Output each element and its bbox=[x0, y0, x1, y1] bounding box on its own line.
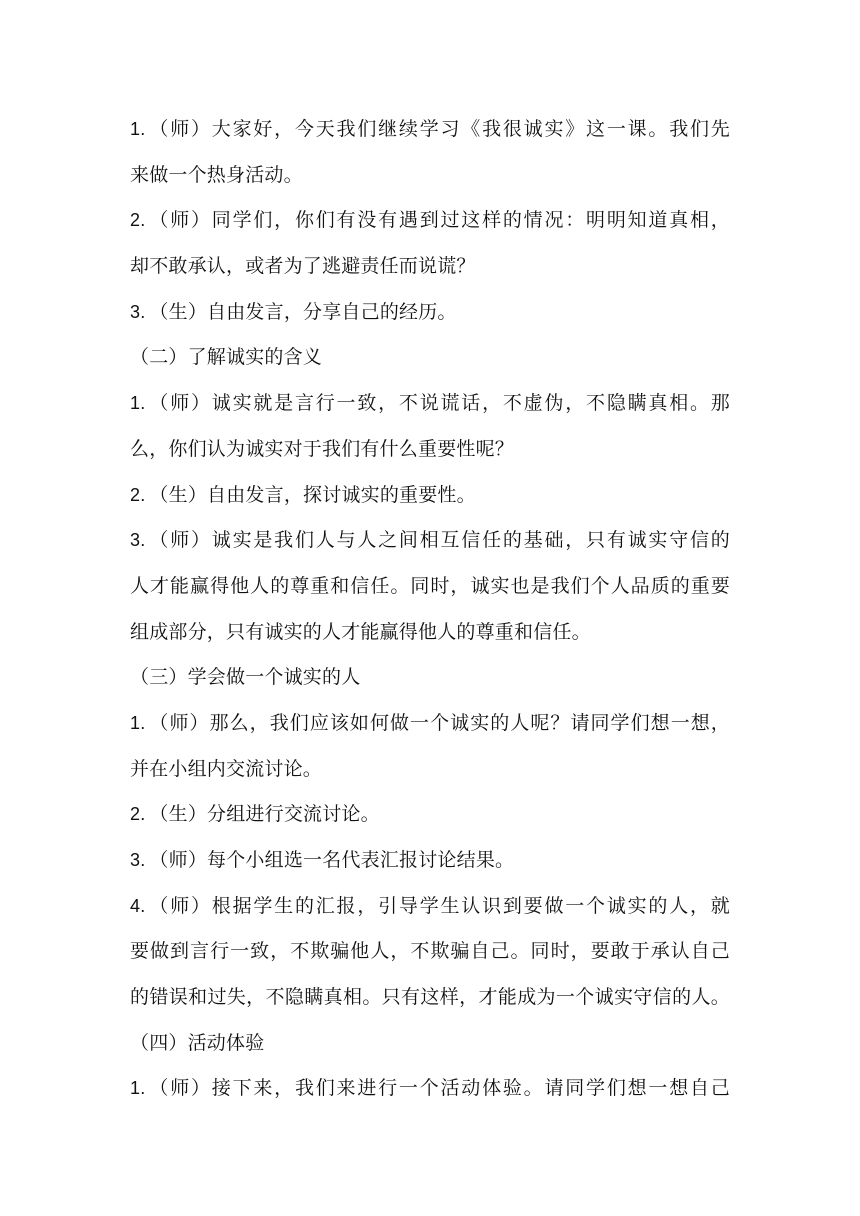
list-item-line bbox=[130, 887, 730, 933]
continuation-line bbox=[130, 750, 730, 796]
list-item-line bbox=[130, 1069, 730, 1115]
item-number: 1. bbox=[130, 712, 146, 733]
item-number: 1. bbox=[130, 119, 146, 139]
line-text: （师）接下来，我们来进行一个活动体验。请同学们想一想自己 bbox=[149, 1077, 730, 1100]
continuation-line bbox=[130, 932, 730, 978]
list-item-line bbox=[130, 476, 730, 522]
section-heading bbox=[130, 1024, 730, 1070]
continuation-line bbox=[130, 247, 730, 293]
line-text: （师）根据学生的汇报，引导学生认识到要做一个诚实的人，就 bbox=[149, 894, 730, 917]
line-text: 么，你们认为诚实对于我们有什么重要性呢？ bbox=[130, 437, 515, 460]
item-number: 3. bbox=[130, 850, 146, 870]
line-text: （师）诚实就是言行一致，不说谎话，不虚伪，不隐瞒真相。那 bbox=[149, 392, 730, 415]
item-number: 1. bbox=[130, 1078, 146, 1099]
continuation-line bbox=[130, 978, 730, 1024]
document-body bbox=[130, 110, 730, 1115]
line-text: 要做到言行一致，不欺骗他人，不欺骗自己。同时，要敢于承认自己 bbox=[130, 940, 730, 963]
item-number: 3. bbox=[130, 530, 146, 551]
continuation-line bbox=[130, 567, 730, 613]
line-text: （生）自由发言，分享自己的经历。 bbox=[149, 300, 457, 323]
section-heading bbox=[130, 658, 730, 704]
list-item-line bbox=[130, 841, 730, 887]
section-heading bbox=[130, 338, 730, 384]
continuation-line bbox=[130, 156, 730, 202]
item-number: 4. bbox=[130, 895, 146, 916]
line-text: （三）学会做一个诚实的人 bbox=[130, 666, 361, 689]
item-number: 2. bbox=[130, 210, 146, 231]
list-item-line bbox=[130, 521, 730, 567]
line-text: 并在小组内交流讨论。 bbox=[130, 757, 323, 780]
continuation-line bbox=[130, 613, 730, 659]
line-text: （师）同学们，你们有没有遇到过这样的情况：明明知道真相， bbox=[149, 209, 730, 232]
list-item-line bbox=[130, 704, 730, 750]
line-text: 却不敢承认，或者为了逃避责任而说谎？ bbox=[130, 255, 476, 278]
line-text: （四）活动体验 bbox=[130, 1031, 265, 1054]
continuation-line bbox=[130, 430, 730, 476]
line-text: 的错误和过失，不隐瞒真相。只有这样，才能成为一个诚实守信的人。 bbox=[130, 986, 730, 1009]
line-text: 来做一个热身活动。 bbox=[130, 163, 303, 186]
line-text: （生）自由发言，探讨诚实的重要性。 bbox=[149, 483, 476, 506]
line-text: （二）了解诚实的含义 bbox=[130, 346, 323, 369]
item-number: 3. bbox=[130, 301, 146, 322]
item-number: 2. bbox=[130, 804, 146, 825]
line-text: 组成部分，只有诚实的人才能赢得他人的尊重和信任。 bbox=[130, 620, 591, 643]
line-text: （师）那么，我们应该如何做一个诚实的人呢？请同学们想一想， bbox=[149, 711, 730, 734]
line-text: 人才能赢得他人的尊重和信任。同时，诚实也是我们个人品质的重要 bbox=[130, 574, 730, 597]
list-item-line bbox=[130, 201, 730, 247]
item-number: 2. bbox=[130, 484, 146, 505]
list-item-line bbox=[130, 795, 730, 841]
item-number: 1. bbox=[130, 393, 146, 414]
line-text: （生）分组进行交流讨论。 bbox=[149, 803, 380, 826]
line-text: （师）诚实是我们人与人之间相互信任的基础，只有诚实守信的 bbox=[149, 529, 730, 552]
line-text: （师）大家好，今天我们继续学习《我很诚实》这一课。我们先 bbox=[149, 118, 730, 140]
line-text: （师）每个小组选一名代表汇报讨论结果。 bbox=[149, 849, 515, 871]
list-item-line bbox=[130, 293, 730, 339]
list-item-line bbox=[130, 110, 730, 156]
list-item-line bbox=[130, 384, 730, 430]
